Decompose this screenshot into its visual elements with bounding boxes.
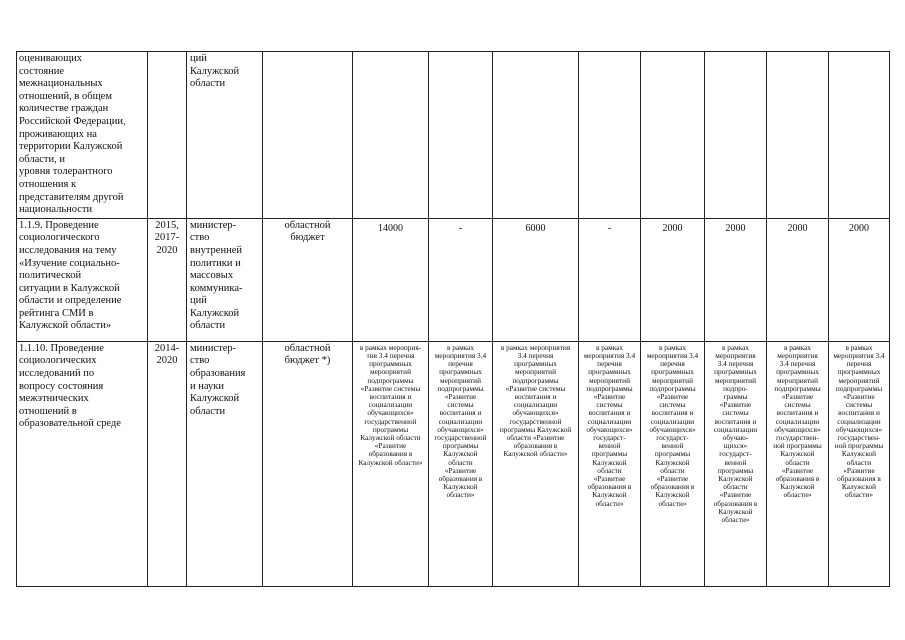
value-cell-2018 — [705, 341, 767, 586]
value-cell-2019 — [767, 52, 829, 219]
measure-name: оценивающих состояние межнациональных отношений, в общем количестве граждан Российской Федерации, проживающих на территории Калужской области, и уровня толерантного отношения к представителям другой национальности — [19, 53, 126, 216]
value-2016: - — [607, 222, 612, 234]
funding-source-cell — [263, 218, 353, 341]
funding-source: областной бюджет — [284, 219, 331, 244]
value-cell-2019 — [767, 218, 829, 341]
measure-name: 1.1.9. Проведение социологического исследования на тему «Изучение социально- политической ситуации в Калужской области и определение рейтинга СМИ в Калужской области» — [19, 219, 122, 332]
executor-cell — [187, 52, 263, 219]
value-2017: в рамках мероприятия 3.4 перечня программных мероприятий подпрограммы «Развитие системы воспитания и социализации обучающихся» государст- венной программы Калужской области «Развитие образования в Калужской области» — [646, 342, 699, 508]
value-cell-total — [353, 218, 429, 341]
years-cell — [148, 52, 187, 219]
value-cell-2018 — [705, 52, 767, 219]
value-cell-2020 — [829, 341, 890, 586]
value-cell-2019 — [767, 341, 829, 586]
value-cell-2017 — [641, 52, 705, 219]
funding-source-cell — [263, 341, 353, 586]
value-2018: 2000 — [725, 222, 746, 234]
funding-source-cell — [263, 52, 353, 219]
value-2018: в рамках мероприятия 3.4 перечня программных мероприятий подпро- граммы «Развитие системы воспитания и социализации обучаю- щихся» государст- венной программы Калужской области «Развитие образования в Калужской области» — [713, 342, 758, 524]
table-row — [17, 341, 890, 586]
value-2020: в рамках мероприятия 3.4 перечня программных мероприятий подпрограммы «Развитие системы воспитания и социализации обучающихся» государствен- ной программы Калужской области «Развитие образования в Калужской области» — [833, 342, 885, 500]
value-2015: в рамках мероприятия 3.4 перечня программных мероприятий подпрограммы «Развитие системы воспитания и социализации обучающихся» государственной программы Калужской области «Развитие образования в Калужской области» — [499, 342, 572, 459]
value-cell-2016 — [579, 218, 641, 341]
executor-cell — [187, 218, 263, 341]
value-cell-2016 — [579, 341, 641, 586]
value-cell-2017 — [641, 341, 705, 586]
value-2019: 2000 — [787, 222, 808, 234]
value-2019: в рамках мероприятия 3.4 перечня программных мероприятий подпрограммы «Развитие системы воспитания и социализации обучающихся» государствен- ной программы Калужской области «Развитие образования в Калужской области» — [773, 342, 822, 500]
years-cell — [148, 341, 187, 586]
value-cell-2014 — [429, 218, 493, 341]
value-cell-total — [353, 341, 429, 586]
value-cell-2014 — [429, 52, 493, 219]
executor-cell — [187, 341, 263, 586]
value-cell-total — [353, 52, 429, 219]
value-cell-2020 — [829, 52, 890, 219]
measure-name-cell — [17, 218, 148, 341]
funding-source: областной бюджет *) — [284, 342, 331, 367]
executor: ций Калужской области — [190, 53, 240, 90]
measure-name-cell — [17, 52, 148, 219]
table-row — [17, 52, 890, 219]
value-2014: в рамках мероприятия 3.4 перечня программных мероприятий подпрограммы «Развитие системы воспитания и социализации обучающихся» государственной программы Калужской области «Развитие образования в Калужской области» — [434, 342, 487, 500]
value-cell-2014 — [429, 341, 493, 586]
value-2016: в рамках мероприятия 3.4 перечня программных мероприятий подпрограммы «Развитие системы воспитания и социализации обучающихся» государст- венной программы Калужской области «Развитие образования в Калужской области» — [583, 342, 636, 508]
executor: министер- ство образования и науки Калужской области — [190, 342, 246, 417]
measure-name-cell — [17, 341, 148, 586]
value-cell-2016 — [579, 52, 641, 219]
executor: министер- ство внутренней политики и массовых коммуника- ций Калужской области — [190, 219, 243, 332]
value-cell-2015 — [493, 52, 579, 219]
value-cell-2015 — [493, 341, 579, 586]
years: 2015, 2017- 2020 — [154, 219, 180, 256]
value-cell-2015 — [493, 218, 579, 341]
value-cell-2020 — [829, 218, 890, 341]
value-cell-2017 — [641, 218, 705, 341]
value-2015: 6000 — [525, 222, 546, 234]
years-cell — [148, 218, 187, 341]
value-2020: 2000 — [849, 222, 869, 234]
value-2014: - — [458, 222, 463, 234]
years: 2014- 2020 — [154, 342, 180, 367]
value-cell-2018 — [705, 218, 767, 341]
value-total: в рамках мероприя- тия 3.4 перечня программных мероприятий подпрограммы «Развитие системы воспитания и социализации обучающихся» государственной программы Калужской области «Развитие образования в Калужской области» — [358, 342, 423, 467]
value-total: 14000 — [378, 222, 403, 234]
table-row — [17, 218, 890, 341]
measure-name: 1.1.10. Проведение социологических исследований по вопросу состояния межэтнических отношений в образовательной среде — [19, 342, 121, 430]
measures-table — [16, 51, 890, 587]
value-2017: 2000 — [662, 222, 683, 234]
